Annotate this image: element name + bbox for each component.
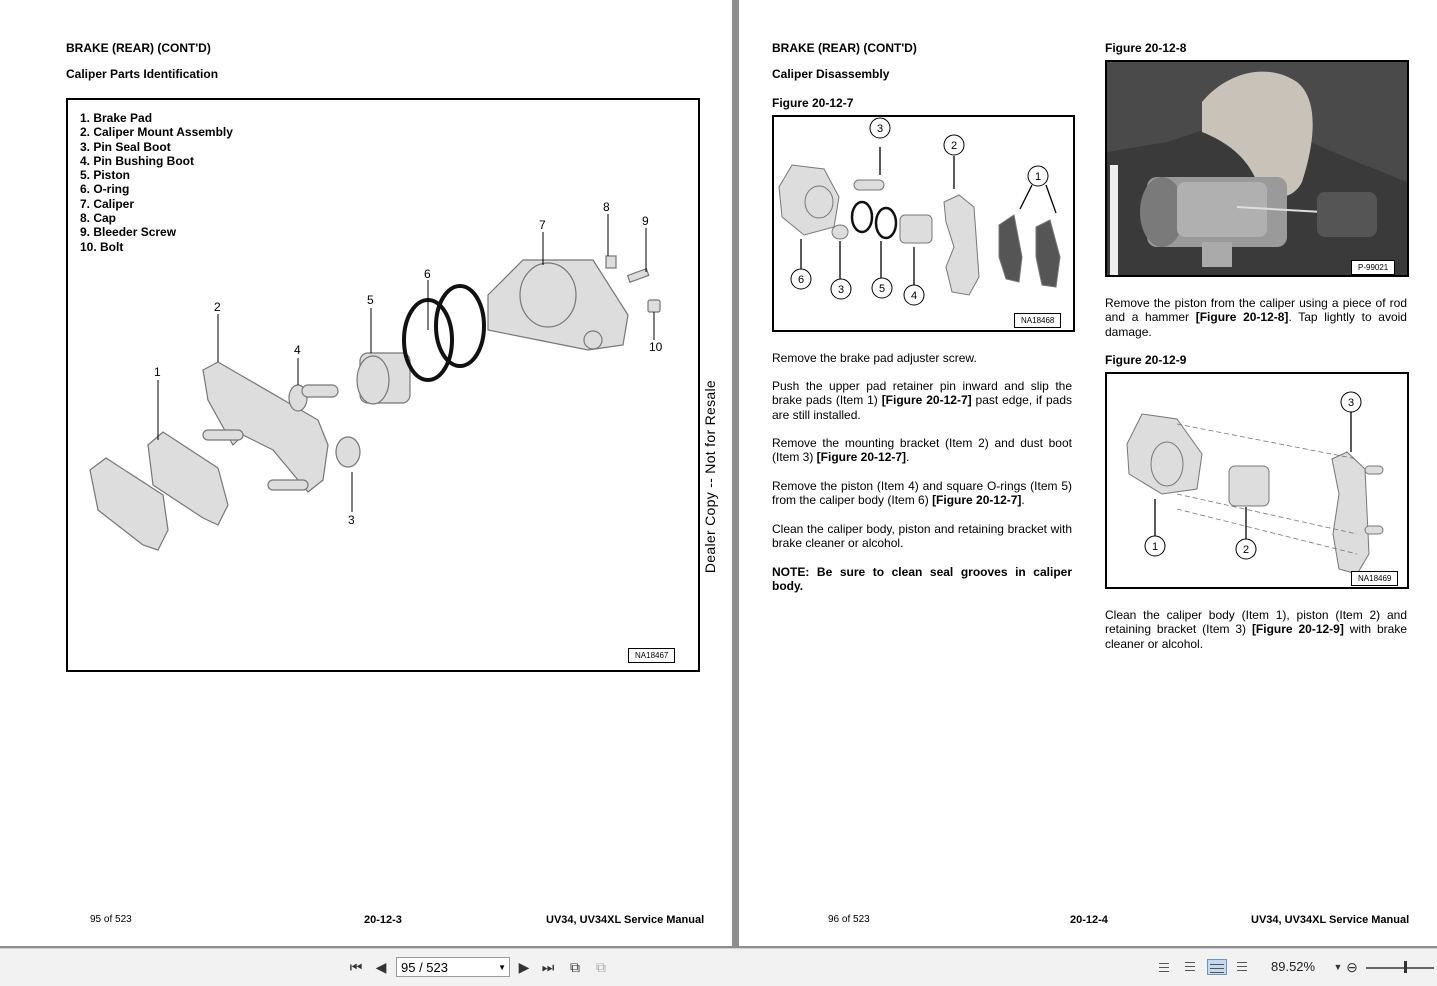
legend-item: 6. O-ring	[80, 182, 130, 197]
continuous-icon[interactable]	[1183, 959, 1197, 975]
zoom-level[interactable]: 89.52%	[1271, 959, 1316, 974]
text-run: .	[906, 450, 910, 465]
page-number-value: 95 / 523	[401, 960, 448, 975]
legend-item: 3. Pin Seal Boot	[80, 139, 171, 154]
text-run: with brake cleaner or alcohol.	[1105, 622, 1407, 651]
note-text: NOTE: Be sure to clean seal grooves in caliper body.	[772, 565, 1072, 594]
text-run: .	[1021, 493, 1025, 508]
callout-label: 7	[539, 218, 546, 232]
callout-label: 8	[603, 200, 610, 214]
figure-tag: NA18469	[1351, 571, 1398, 586]
photo-illustration	[1107, 62, 1407, 275]
piston-removal-photo	[1105, 60, 1409, 277]
instruction-text: Clean the caliper body, piston and retaining bracket with brake cleaner or alcohol.	[772, 522, 1072, 551]
instruction-text	[772, 436, 1072, 465]
callout-label: 3	[348, 513, 355, 527]
viewer-toolbar	[0, 948, 1437, 986]
first-page-icon[interactable]: ⏮	[349, 959, 363, 975]
zoom-out-icon[interactable]: ⊖	[1346, 959, 1358, 975]
callout-label: 1	[1151, 541, 1159, 553]
figure-reference: [Figure 20-12-7]	[816, 450, 907, 465]
callout-label: 9	[642, 214, 649, 228]
callout-label: 2	[950, 140, 958, 152]
text-run: Remove the mounting bracket (Item 2) and dust boot (Item 3)	[772, 436, 1072, 465]
callout-label: 10	[649, 340, 663, 354]
manual-title: UV34, UV34XL Service Manual	[1251, 914, 1410, 926]
right-page	[739, 0, 1437, 946]
callout-label: 5	[878, 283, 886, 295]
section-title: Caliper Disassembly	[772, 67, 890, 81]
text-run: Remove the piston from the caliper using a piece of rod and a hammer	[1105, 296, 1407, 325]
callout-label: 1	[154, 365, 161, 379]
callout-label: 3	[1347, 397, 1355, 409]
page-count: 96 of 523	[828, 914, 870, 925]
figure-title: Figure 20-12-7	[772, 96, 854, 110]
caliper-parts-cleaning-figure	[1105, 372, 1409, 589]
callout-label: 4	[910, 290, 918, 302]
two-page-scroll-icon[interactable]	[1235, 959, 1249, 975]
next-page-icon[interactable]: ▶	[518, 959, 530, 975]
caliper-disassembly-figure	[772, 115, 1075, 332]
text-run: . Tap lightly to avoid damage.	[1105, 310, 1407, 339]
instruction-text	[772, 479, 1072, 508]
legend-item: 2. Caliper Mount Assembly	[80, 125, 233, 140]
forward-view-icon[interactable]: ⧉	[596, 959, 606, 975]
text-run: Remove the piston (Item 4) and square O-rings (Item 5) from the caliper body (Item 6)	[772, 479, 1072, 508]
zoom-slider[interactable]	[1366, 967, 1434, 969]
legend-item: 9. Bleeder Screw	[80, 225, 177, 240]
figure-tag: NA18467	[628, 648, 675, 663]
callout-label: 3	[876, 123, 884, 135]
two-page-icon[interactable]	[1207, 959, 1227, 975]
callout-label: 6	[797, 274, 805, 286]
legend-item: 1. Brake Pad	[80, 111, 153, 125]
figure-reference: [Figure 20-12-7]	[881, 393, 972, 408]
instruction-text: Remove the brake pad adjuster screw.	[772, 351, 977, 365]
callout-label: 4	[294, 343, 301, 357]
instruction-text	[772, 379, 1072, 422]
figure-reference: [Figure 20-12-8]	[1195, 310, 1289, 325]
dropdown-arrow-icon[interactable]: ▼	[498, 963, 506, 972]
page-count: 95 of 523	[90, 914, 132, 925]
left-page	[0, 0, 732, 946]
callout-label: 2	[214, 300, 221, 314]
figure-reference: [Figure 20-12-7]	[932, 493, 1022, 508]
legend-item: 10. Bolt	[80, 239, 124, 254]
section-title: Caliper Parts Identification	[66, 67, 219, 81]
prev-page-icon[interactable]: ◀	[375, 959, 387, 975]
back-view-icon[interactable]: ⧉	[570, 959, 580, 975]
figure-tag: P-99021	[1351, 260, 1395, 275]
legend-item: 8. Cap	[80, 211, 117, 226]
disassembly-illustration	[774, 117, 1073, 330]
instruction-text	[1105, 608, 1407, 651]
exploded-view-illustration	[68, 100, 698, 670]
legend-item: 5. Piston	[80, 168, 131, 183]
page-number: 20-12-4	[1070, 914, 1108, 926]
zoom-slider-thumb[interactable]	[1404, 961, 1407, 973]
text-run: Push the upper pad retainer pin inward and slip the brake pads (Item 1)	[772, 379, 1072, 408]
figure-title: Figure 20-12-8	[1105, 41, 1187, 55]
callout-label: 6	[424, 267, 431, 281]
manual-title: UV34, UV34XL Service Manual	[546, 914, 705, 926]
instruction-text	[1105, 296, 1407, 339]
cleaning-illustration	[1107, 374, 1407, 587]
legend-item: 7. Caliper	[80, 196, 135, 211]
figure-tag: NA18468	[1014, 313, 1061, 328]
page-heading: BRAKE (REAR) (CONT'D)	[772, 41, 917, 55]
watermark: Dealer Copy -- Not for Resale	[702, 380, 718, 574]
caliper-parts-figure	[66, 98, 700, 672]
callout-label: 2	[1242, 544, 1250, 556]
figure-reference: [Figure 20-12-9]	[1251, 622, 1344, 637]
text-run: Clean the caliper body (Item 1), piston (Item 2) and retaining bracket (Item 3)	[1105, 608, 1407, 637]
callout-label: 3	[837, 284, 845, 296]
callout-label: 1	[1034, 171, 1042, 183]
legend-item: 4. Pin Bushing Boot	[80, 153, 194, 168]
last-page-icon[interactable]: ⏭	[541, 959, 555, 975]
page-number-input[interactable]	[396, 957, 510, 977]
figure-title: Figure 20-12-9	[1105, 353, 1187, 367]
page-number: 20-12-3	[364, 914, 402, 926]
zoom-dropdown-icon[interactable]: ▼	[1333, 962, 1343, 972]
text-run: past edge, if pads are still installed.	[772, 393, 1072, 422]
single-page-icon[interactable]	[1157, 959, 1171, 975]
callout-label: 5	[367, 293, 374, 307]
page-heading: BRAKE (REAR) (CONT'D)	[66, 41, 211, 55]
